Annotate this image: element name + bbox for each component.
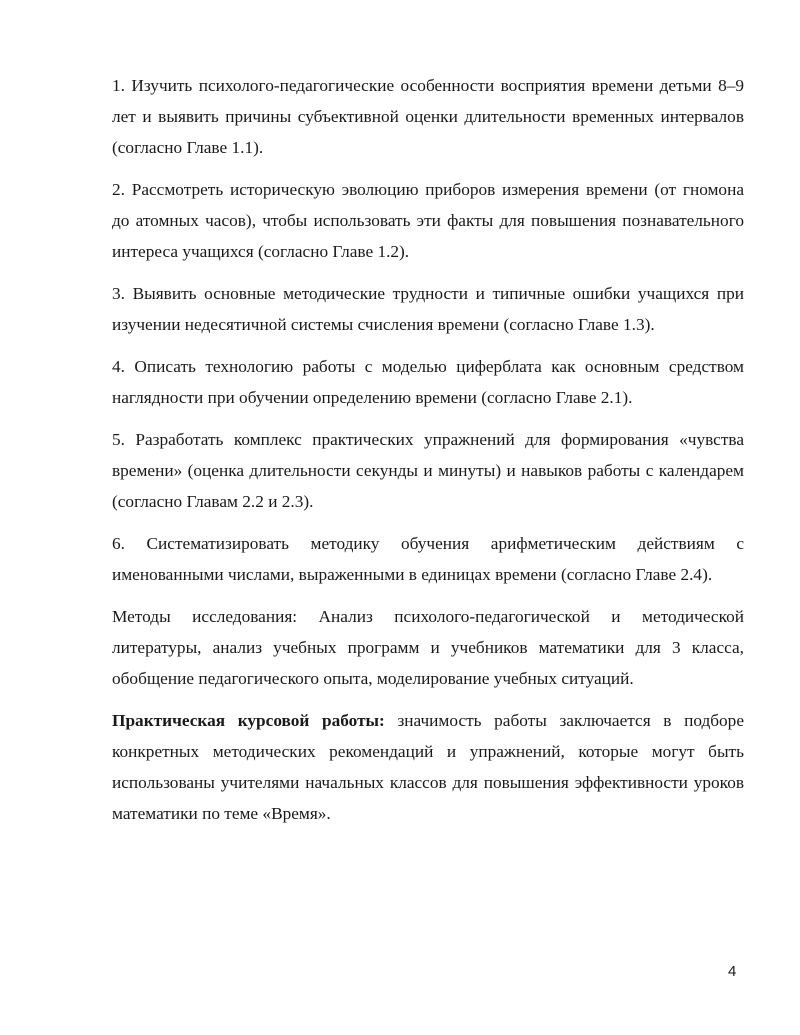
practical-significance-text: значимость работы заключается в подборе конкретных методических рекомендаций и упражнений, которые могут быть использованы учителями начальных классов для повышения эффективности уроков математики по теме «Время». [112,711,744,823]
task-item-5: 5. Разработать комплекс практических упражнений для формирования «чувства времени» (оценка длительности секунды и минуты) и навыков работы с календарем (согласно Главам 2.2 и 2.3). [112,430,744,511]
document-body [112,70,744,840]
task-item-4: 4. Описать технологию работы с моделью циферблата как основным средством наглядности при обучении определению времени (согласно Главе 2.1). [112,357,744,407]
task-item-2: 2. Рассмотреть историческую эволюцию приборов измерения времени (от гномона до атомных часов), чтобы использовать эти факты для повышения познавательного интереса учащихся (согласно Главе 1.2). [112,180,744,261]
task-item-1: 1. Изучить психолого-педагогические особенности восприятия времени детьми 8–9 лет и выявить причины субъективной оценки длительности временных интервалов (согласно Главе 1.1). [112,76,744,157]
task-item-6: 6. Систематизировать методику обучения арифметическим действиям с именованными числами, выраженными в единицах времени (согласно Главе 2.4). [112,534,744,584]
page-number: 4 [728,963,737,980]
practical-significance-paragraph [112,705,744,829]
research-methods-paragraph: Методы исследования: Анализ психолого-педагогической и методической литературы, анализ учебных программ и учебников математики для 3 класса, обобщение педагогического опыта, моделирование учебных ситуаций. [112,607,744,688]
task-item-3: 3. Выявить основные методические трудности и типичные ошибки учащихся при изучении недесятичной системы счисления времени (согласно Главе 1.3). [112,284,744,334]
practical-significance-lead: Практическая курсовой работы: [112,711,385,730]
